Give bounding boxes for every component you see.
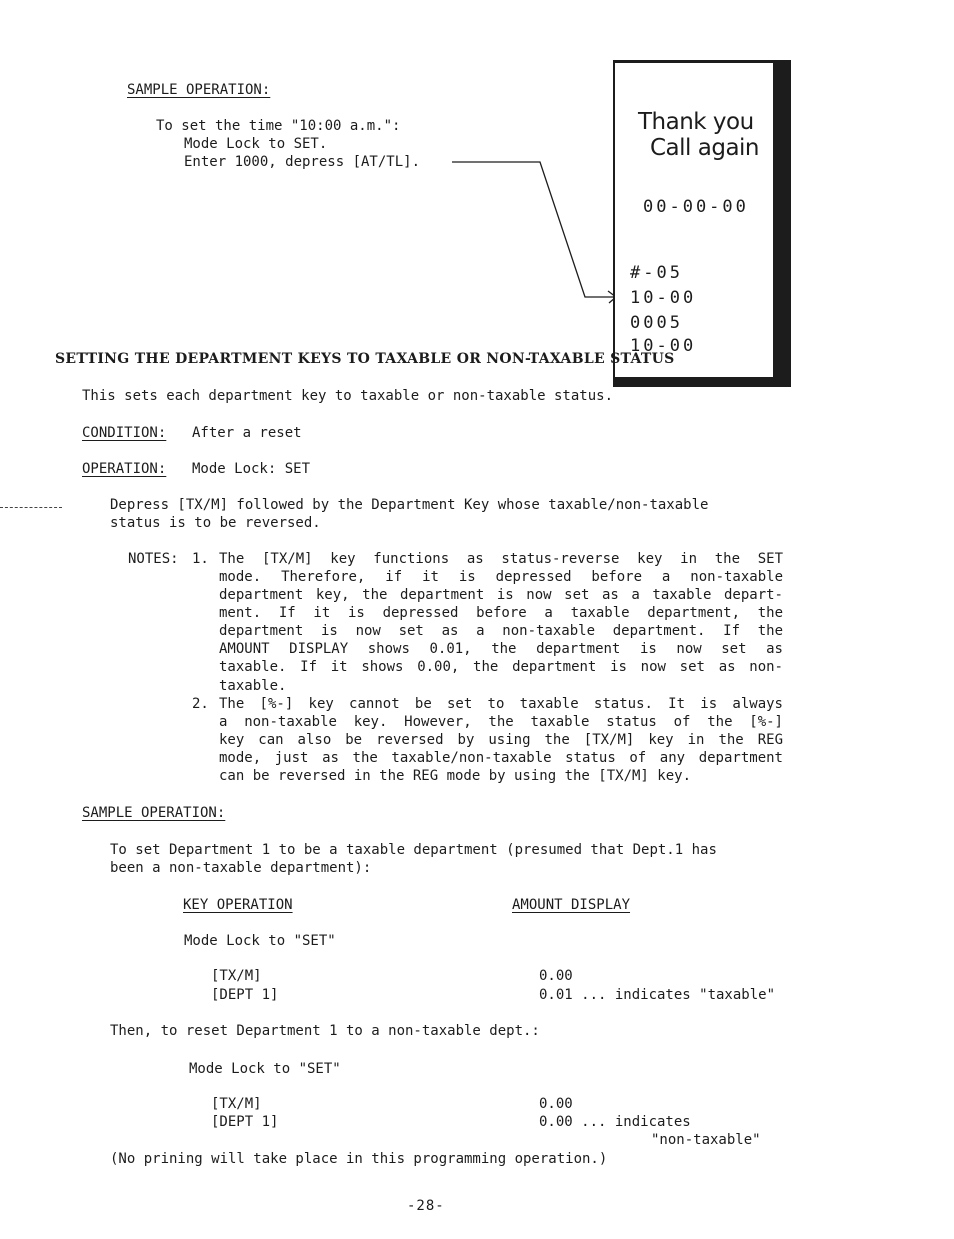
sample-operation-2-heading: SAMPLE OPERATION: xyxy=(82,805,226,821)
notes-label: NOTES: xyxy=(128,551,179,567)
key-dept-1-b: [DEPT 1] xyxy=(211,1114,279,1130)
note-2-number: 2. xyxy=(192,696,209,712)
sample-2-text-2: been a non-taxable department): xyxy=(110,860,372,876)
receipt-thank-you: Thank you xyxy=(638,109,754,135)
mode-lock-instruction: Mode Lock to SET. xyxy=(184,136,328,152)
mode-lock-set-1: Mode Lock to "SET" xyxy=(184,933,336,949)
condition-label: CONDITION: xyxy=(82,425,167,441)
note-1-line: mode. Therefore, if it is depressed before a non-taxable xyxy=(219,569,783,585)
sample-2-text-1: To set Department 1 to be a taxable department (presumed that Dept.1 has xyxy=(110,842,717,858)
depress-line-2: status is to be reversed. xyxy=(110,515,321,531)
amount-4: 0.00 ... indicates xyxy=(539,1114,691,1130)
note-1-number: 1. xyxy=(192,551,209,567)
operation-label: OPERATION: xyxy=(82,461,167,477)
condition-text: After a reset xyxy=(192,425,302,441)
receipt-line-4: 10-00 xyxy=(630,336,697,356)
connector-arrow xyxy=(0,0,954,400)
amount-2: 0.01 ... indicates "taxable" xyxy=(539,987,776,1003)
mode-lock-set-2: Mode Lock to "SET" xyxy=(189,1061,341,1077)
receipt-line-3: 0005 xyxy=(630,313,683,333)
amount-3: 0.00 xyxy=(539,1096,573,1112)
note-2-line: The [%-] key cannot be set to taxable status. It is always xyxy=(219,696,783,712)
margin-mark xyxy=(0,507,62,508)
then-text: Then, to reset Department 1 to a non-taxable dept.: xyxy=(110,1023,540,1039)
note-1-line: department key, the department is now set as a taxable depart- xyxy=(219,587,783,603)
sample-operation-heading: SAMPLE OPERATION: xyxy=(127,82,271,98)
note-1-line: AMOUNT DISPLAY shows 0.01, the department is now set as xyxy=(219,641,783,657)
note-2-line: can be reversed in the REG mode by using the [TX/M] key. xyxy=(219,768,692,784)
depress-line-1: Depress [TX/M] followed by the Department Key whose taxable/non-taxable xyxy=(110,497,709,513)
note-1-line: taxable. If it shows 0.00, the department is now set as non- xyxy=(219,659,783,675)
receipt-line-1: #-05 xyxy=(630,263,683,283)
note-2-line: mode, just as the taxable/non-taxable status of any department xyxy=(219,750,783,766)
note-1-line: department is now set as a non-taxable department. If the xyxy=(219,623,783,639)
page-number: -28- xyxy=(407,1198,445,1214)
key-dept-1-a: [DEPT 1] xyxy=(211,987,279,1003)
note-2-line: key can also be reversed by using the [TX/M] key in the REG xyxy=(219,732,783,748)
enter-instruction: Enter 1000, depress [AT/TL]. xyxy=(184,154,421,170)
operation-text: Mode Lock: SET xyxy=(192,461,311,477)
note-2-line: a non-taxable key. However, the taxable status of the [%-] xyxy=(219,714,783,730)
key-tx-m-1: [TX/M] xyxy=(211,968,262,984)
note-1-line: taxable. xyxy=(219,678,287,694)
receipt-line-2: 10-00 xyxy=(630,288,697,308)
key-tx-m-2: [TX/M] xyxy=(211,1096,262,1112)
amount-4-note: "non-taxable" xyxy=(651,1132,761,1148)
key-operation-header: KEY OPERATION xyxy=(183,897,293,913)
note-1-line: The [TX/M] key functions as status-reverse key in the SET xyxy=(219,551,783,567)
receipt-call-again: Call again xyxy=(650,135,760,161)
no-printing-note: (No prining will take place in this programming operation.) xyxy=(110,1151,608,1167)
note-1-line: ment. If it is depressed before a taxable department, the xyxy=(219,605,783,621)
section-title: SETTING THE DEPARTMENT KEYS TO TAXABLE OR NON-TAXABLE STATUS xyxy=(55,351,675,367)
time-instruction: To set the time "10:00 a.m.": xyxy=(156,118,401,134)
section-intro: This sets each department key to taxable or non-taxable status. xyxy=(82,388,614,404)
receipt-illustration xyxy=(613,60,791,387)
amount-1: 0.00 xyxy=(539,968,573,984)
receipt-date: 00-00-00 xyxy=(643,197,749,217)
amount-display-header: AMOUNT DISPLAY xyxy=(512,897,631,913)
